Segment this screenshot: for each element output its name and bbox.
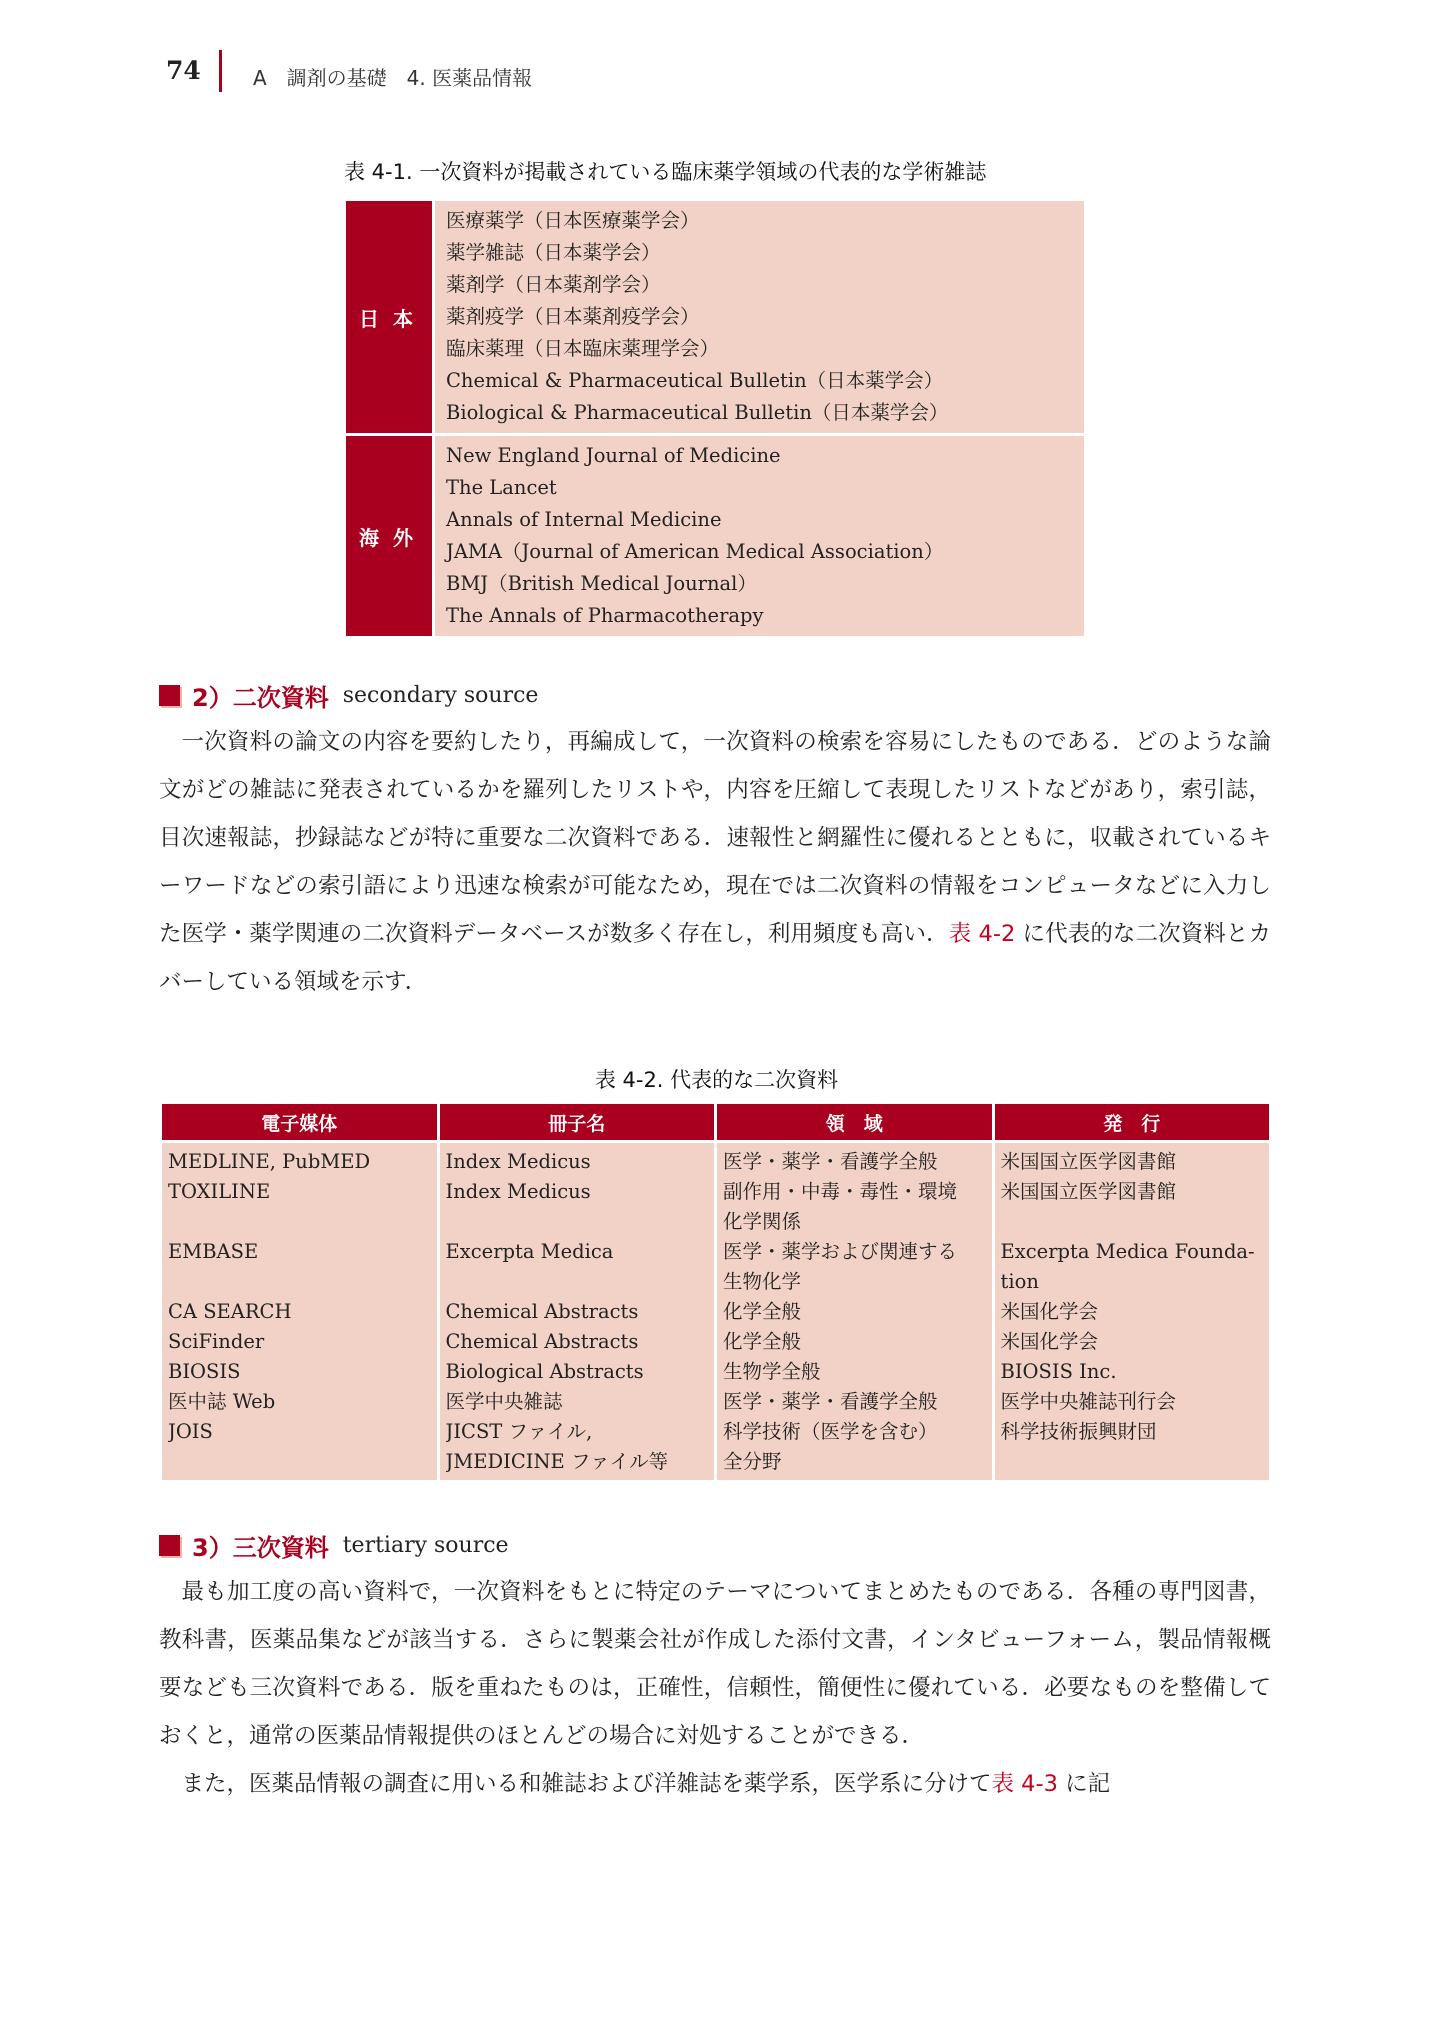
table2-cell-line: 米国化学会	[1000, 1300, 1099, 1323]
table2-cell-line: 生物化学	[723, 1270, 802, 1293]
table2-cell-line: EMBASE	[168, 1240, 259, 1263]
table-reference-link[interactable]: 表 4-3	[991, 1771, 1058, 1797]
table2-cell-line	[1001, 1207, 1264, 1237]
table2-cell-line: 化学全般	[723, 1330, 802, 1353]
table2-cell-line: 米国化学会	[1000, 1330, 1099, 1353]
table2-cell-line: Excerpta Medica	[445, 1240, 614, 1263]
table2-cell-line: 医学・薬学および関連する	[723, 1240, 958, 1263]
table2-cell-line	[446, 1267, 709, 1297]
table2-cell-line: Excerpta Medica Founda-	[1000, 1240, 1255, 1263]
section2-heading	[159, 678, 538, 713]
table1	[346, 198, 1084, 639]
table2-cell-line: 医学中央雑誌刊行会	[1000, 1390, 1177, 1413]
table2-cell-line	[1001, 1447, 1264, 1477]
section3-heading-en: tertiary source	[342, 1533, 509, 1558]
table1-item: 臨床薬理（日本臨床薬理学会）	[446, 337, 720, 360]
table2-cell-line	[168, 1207, 431, 1237]
table2-column-booklet	[440, 1143, 715, 1480]
section3-body	[159, 1568, 1271, 1808]
table2-cell-line: TOXILINE	[168, 1180, 271, 1203]
table2-cell-line: Chemical Abstracts	[445, 1300, 639, 1323]
table2-cell-line: tion	[1000, 1270, 1039, 1293]
table2-cell-line: JOIS	[168, 1420, 213, 1443]
table1-item: BMJ（British Medical Journal）	[446, 572, 757, 595]
section3-paragraph: また，医薬品情報の調査に用いる和雑誌および洋雑誌を薬学系，医学系に分けて表 4-3 に記	[181, 1771, 1111, 1797]
section-square-icon	[159, 685, 180, 706]
table2-header: 発 行	[995, 1104, 1270, 1140]
table2-header: 領 域	[717, 1104, 992, 1140]
header-divider	[219, 50, 222, 92]
table2-cell-line: MEDLINE, PubMED	[168, 1150, 371, 1173]
breadcrumb: A 調剤の基礎 4. 医薬品情報	[253, 66, 533, 90]
table2-column-publisher	[995, 1143, 1270, 1480]
table2-column-domain	[717, 1143, 992, 1480]
table2-cell-line	[446, 1207, 709, 1237]
table2-cell-line: 医学・薬学・看護学全般	[723, 1150, 938, 1173]
table2-cell-line: 生物学全般	[723, 1360, 821, 1383]
table1-caption: 表 4-1. 一次資料が掲載されている臨床薬学領域の代表的な学術雑誌	[344, 160, 987, 184]
section2-paragraph: 一次資料の論文の内容を要約したり，再編成して，一次資料の検索を容易にしたものである．どのような論文がどの雑誌に発表されているかを羅列したリストや，内容を圧縮して表現したリストなどがあり，索引誌，目次速報誌，抄録誌などが特に重要な二次資料である．速報性と網羅性に優れるとともに，収載されているキーワードなどの索引語により迅速な検索が可能なため，現在では二次資料の情報をコンピュータなどに入力した医学・薬学関連の二次資料データベースが数多く存在し，利用頻度も高い．表 4-2 に代表的な二次資料とカバーしている領域を示す．	[159, 729, 1271, 995]
table2-cell-line: 科学技術（医学を含む）	[723, 1420, 938, 1443]
table1-group-label: 日本	[346, 201, 432, 433]
table1-item: 薬学雑誌（日本薬学会）	[446, 241, 661, 264]
table1-item: 薬剤疫学（日本薬剤疫学会）	[446, 305, 700, 328]
table2-cell-line: JMEDICINE ファイル等	[445, 1450, 669, 1473]
table1-item: 薬剤学（日本薬剤学会）	[446, 273, 661, 296]
table1-item: JAMA（Journal of American Medical Association）	[446, 540, 944, 563]
table2-cell-line: 副作用・中毒・毒性・環境	[723, 1180, 958, 1203]
section2-heading-en: secondary source	[342, 683, 539, 708]
table1-item: The Annals of Pharmacotherapy	[446, 604, 764, 627]
page-number: 74	[166, 56, 201, 85]
table2-cell-line: 科学技術振興財団	[1000, 1420, 1157, 1443]
table2-cell-line: SciFinder	[168, 1330, 265, 1353]
table2-body-row	[162, 1143, 1269, 1480]
table1-item: Annals of Internal Medicine	[446, 508, 722, 531]
table2-header-row	[162, 1104, 1269, 1140]
table2-cell-line: 米国国立医学図書館	[1000, 1150, 1177, 1173]
section2-heading-jp: 2）二次資料	[192, 684, 329, 712]
section3-heading-jp: 3）三次資料	[192, 1534, 329, 1562]
section2-body	[159, 718, 1271, 1006]
table2-header: 電子媒体	[162, 1104, 437, 1140]
table2-cell-line: Chemical Abstracts	[445, 1330, 639, 1353]
table2-column-media	[162, 1143, 437, 1480]
table2-cell-line: Index Medicus	[445, 1180, 591, 1203]
table2-cell-line: 全分野	[723, 1450, 782, 1473]
section3-paragraph: 最も加工度の高い資料で，一次資料をもとに特定のテーマについてまとめたものである．各種の専門図書，教科書，医薬品集などが該当する．さらに製薬会社が作成した添付文書，インタビューフォーム，製品情報概要なども三次資料である．版を重ねたものは，正確性，信頼性，簡便性に優れている．必要なものを整備しておくと，通常の医薬品情報提供のほとんどの場合に対処することができる．	[159, 1579, 1271, 1749]
table2-cell-line: BIOSIS	[168, 1360, 241, 1383]
table2-cell-line: Biological Abstracts	[445, 1360, 644, 1383]
table1-item: 医療薬学（日本医療薬学会）	[446, 209, 700, 232]
table2-cell-line: 化学関係	[723, 1210, 802, 1233]
table2-header: 冊子名	[440, 1104, 715, 1140]
table2-cell-line: 医中誌 Web	[168, 1390, 276, 1413]
table2-cell-line: BIOSIS Inc.	[1000, 1360, 1117, 1383]
table2-cell-line: 医学・薬学・看護学全般	[723, 1390, 938, 1413]
table2-cell-line: 医学中央雑誌	[445, 1390, 563, 1413]
table1-item: Biological & Pharmaceutical Bulletin（日本薬学会）	[446, 401, 949, 424]
table2-cell-line: 化学全般	[723, 1300, 802, 1323]
table1-group-label: 海外	[346, 436, 432, 636]
table2-cell-line: JICST ファイル,	[445, 1420, 593, 1443]
table-reference-link[interactable]: 表 4-2	[948, 921, 1016, 947]
table2-caption: 表 4-2. 代表的な二次資料	[594, 1068, 839, 1092]
table2-cell-line: Index Medicus	[445, 1150, 591, 1173]
table1-group-overseas	[346, 436, 1084, 636]
table2	[159, 1101, 1272, 1483]
section3-heading	[159, 1528, 509, 1563]
table1-item: The Lancet	[446, 476, 557, 499]
table2-cell-line: 米国国立医学図書館	[1000, 1180, 1177, 1203]
table2-cell-line	[168, 1267, 431, 1297]
section-square-icon	[159, 1535, 180, 1556]
table2-cell-line: CA SEARCH	[168, 1300, 292, 1323]
table2-cell-line	[168, 1447, 431, 1477]
table1-group-japan	[346, 201, 1084, 433]
table1-item: New England Journal of Medicine	[446, 444, 781, 467]
table1-item: Chemical & Pharmaceutical Bulletin（日本薬学会）	[446, 369, 944, 392]
